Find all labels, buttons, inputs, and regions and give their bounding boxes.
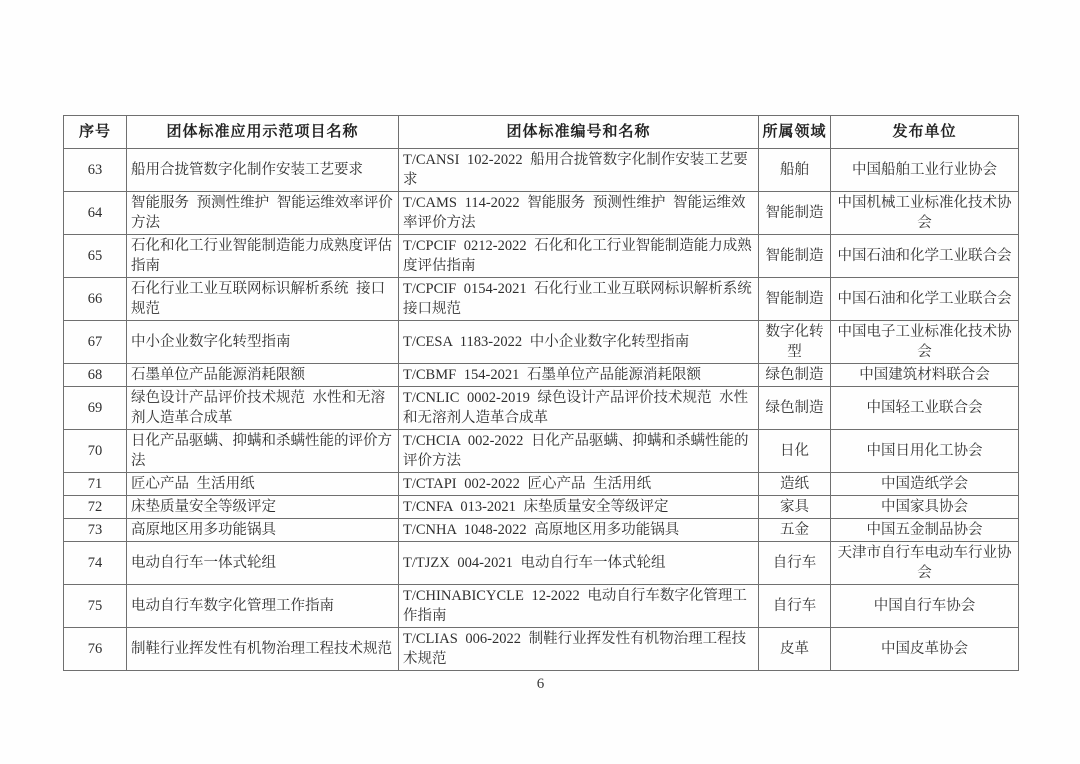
- cell-standard-number-name: T/CHCIA 002-2022 日化产品驱螨、抑螨和杀螨性能的评价方法: [399, 430, 759, 473]
- table-row: [64, 192, 1019, 235]
- cell-no: 73: [64, 519, 127, 542]
- cell-no: 69: [64, 387, 127, 430]
- table-row: [64, 585, 1019, 628]
- cell-project-name: 石化和化工行业智能制造能力成熟度评估指南: [127, 235, 399, 278]
- cell-no: 67: [64, 321, 127, 364]
- cell-project-name: 中小企业数字化转型指南: [127, 321, 399, 364]
- cell-project-name: 智能服务 预测性维护 智能运维效率评价方法: [127, 192, 399, 235]
- cell-no: 64: [64, 192, 127, 235]
- table-row: [64, 473, 1019, 496]
- cell-no: 63: [64, 149, 127, 192]
- cell-publisher: 中国石油和化学工业联合会: [831, 278, 1019, 321]
- cell-publisher: 中国家具协会: [831, 496, 1019, 519]
- header-cell-project: 团体标准应用示范项目名称: [127, 116, 399, 149]
- header-cell-publisher: 发布单位: [831, 116, 1019, 149]
- header-cell-field: 所属领域: [759, 116, 831, 149]
- cell-field: 家具: [759, 496, 831, 519]
- table-row: [64, 542, 1019, 585]
- cell-field: 智能制造: [759, 235, 831, 278]
- table-header-row: [64, 116, 1019, 149]
- cell-field: 数字化转型: [759, 321, 831, 364]
- page-number: 6: [536, 676, 545, 692]
- header-cell-no: 序号: [64, 116, 127, 149]
- table-body: [64, 149, 1019, 671]
- cell-publisher: 中国轻工业联合会: [831, 387, 1019, 430]
- cell-publisher: 中国五金制品协会: [831, 519, 1019, 542]
- cell-project-name: 高原地区用多功能锅具: [127, 519, 399, 542]
- cell-no: 76: [64, 628, 127, 671]
- cell-no: 70: [64, 430, 127, 473]
- cell-project-name: 日化产品驱螨、抑螨和杀螨性能的评价方法: [127, 430, 399, 473]
- cell-publisher: 中国日用化工协会: [831, 430, 1019, 473]
- cell-project-name: 绿色设计产品评价技术规范 水性和无溶剂人造革合成革: [127, 387, 399, 430]
- cell-field: 日化: [759, 430, 831, 473]
- cell-field: 智能制造: [759, 278, 831, 321]
- cell-standard-number-name: T/CNLIC 0002-2019 绿色设计产品评价技术规范 水性和无溶剂人造革合成革: [399, 387, 759, 430]
- cell-publisher: 中国机械工业标准化技术协会: [831, 192, 1019, 235]
- cell-standard-number-name: T/CTAPI 002-2022 匠心产品 生活用纸: [399, 473, 759, 496]
- cell-no: 65: [64, 235, 127, 278]
- cell-no: 75: [64, 585, 127, 628]
- cell-standard-number-name: T/CPCIF 0154-2021 石化行业工业互联网标识解析系统 接口规范: [399, 278, 759, 321]
- cell-standard-number-name: T/CPCIF 0212-2022 石化和化工行业智能制造能力成熟度评估指南: [399, 235, 759, 278]
- cell-project-name: 床垫质量安全等级评定: [127, 496, 399, 519]
- table-row: [64, 519, 1019, 542]
- cell-publisher: 中国电子工业标准化技术协会: [831, 321, 1019, 364]
- cell-no: 68: [64, 364, 127, 387]
- cell-publisher: 中国皮革协会: [831, 628, 1019, 671]
- cell-standard-number-name: T/CNHA 1048-2022 高原地区用多功能锅具: [399, 519, 759, 542]
- table-row: [64, 235, 1019, 278]
- cell-no: 71: [64, 473, 127, 496]
- cell-standard-number-name: T/CLIAS 006-2022 制鞋行业挥发性有机物治理工程技术规范: [399, 628, 759, 671]
- cell-project-name: 船用合拢管数字化制作安装工艺要求: [127, 149, 399, 192]
- cell-field: 皮革: [759, 628, 831, 671]
- table-row: [64, 278, 1019, 321]
- cell-field: 船舶: [759, 149, 831, 192]
- cell-publisher: 中国建筑材料联合会: [831, 364, 1019, 387]
- cell-standard-number-name: T/CNFA 013-2021 床垫质量安全等级评定: [399, 496, 759, 519]
- cell-publisher: 中国船舶工业行业协会: [831, 149, 1019, 192]
- cell-standard-number-name: T/CAMS 114-2022 智能服务 预测性维护 智能运维效率评价方法: [399, 192, 759, 235]
- table-row: [64, 430, 1019, 473]
- header-cell-standard: 团体标准编号和名称: [399, 116, 759, 149]
- cell-no: 74: [64, 542, 127, 585]
- cell-field: 自行车: [759, 542, 831, 585]
- cell-standard-number-name: T/CBMF 154-2021 石墨单位产品能源消耗限额: [399, 364, 759, 387]
- cell-project-name: 匠心产品 生活用纸: [127, 473, 399, 496]
- cell-project-name: 石墨单位产品能源消耗限额: [127, 364, 399, 387]
- table-row: [64, 387, 1019, 430]
- cell-publisher: 中国自行车协会: [831, 585, 1019, 628]
- table-row: [64, 364, 1019, 387]
- cell-field: 造纸: [759, 473, 831, 496]
- cell-project-name: 电动自行车数字化管理工作指南: [127, 585, 399, 628]
- standards-table: [63, 115, 1019, 671]
- cell-publisher: 中国石油和化学工业联合会: [831, 235, 1019, 278]
- cell-no: 66: [64, 278, 127, 321]
- cell-field: 智能制造: [759, 192, 831, 235]
- cell-project-name: 制鞋行业挥发性有机物治理工程技术规范: [127, 628, 399, 671]
- cell-standard-number-name: T/CHINABICYCLE 12-2022 电动自行车数字化管理工作指南: [399, 585, 759, 628]
- table-row: [64, 149, 1019, 192]
- table-row: [64, 496, 1019, 519]
- table-row: [64, 321, 1019, 364]
- cell-project-name: 石化行业工业互联网标识解析系统 接口规范: [127, 278, 399, 321]
- cell-field: 绿色制造: [759, 364, 831, 387]
- table-row: [64, 628, 1019, 671]
- cell-standard-number-name: T/TJZX 004-2021 电动自行车一体式轮组: [399, 542, 759, 585]
- cell-field: 五金: [759, 519, 831, 542]
- cell-field: 绿色制造: [759, 387, 831, 430]
- cell-field: 自行车: [759, 585, 831, 628]
- cell-no: 72: [64, 496, 127, 519]
- cell-standard-number-name: T/CANSI 102-2022 船用合拢管数字化制作安装工艺要求: [399, 149, 759, 192]
- cell-publisher: 天津市自行车电动车行业协会: [831, 542, 1019, 585]
- cell-publisher: 中国造纸学会: [831, 473, 1019, 496]
- cell-project-name: 电动自行车一体式轮组: [127, 542, 399, 585]
- cell-standard-number-name: T/CESA 1183-2022 中小企业数字化转型指南: [399, 321, 759, 364]
